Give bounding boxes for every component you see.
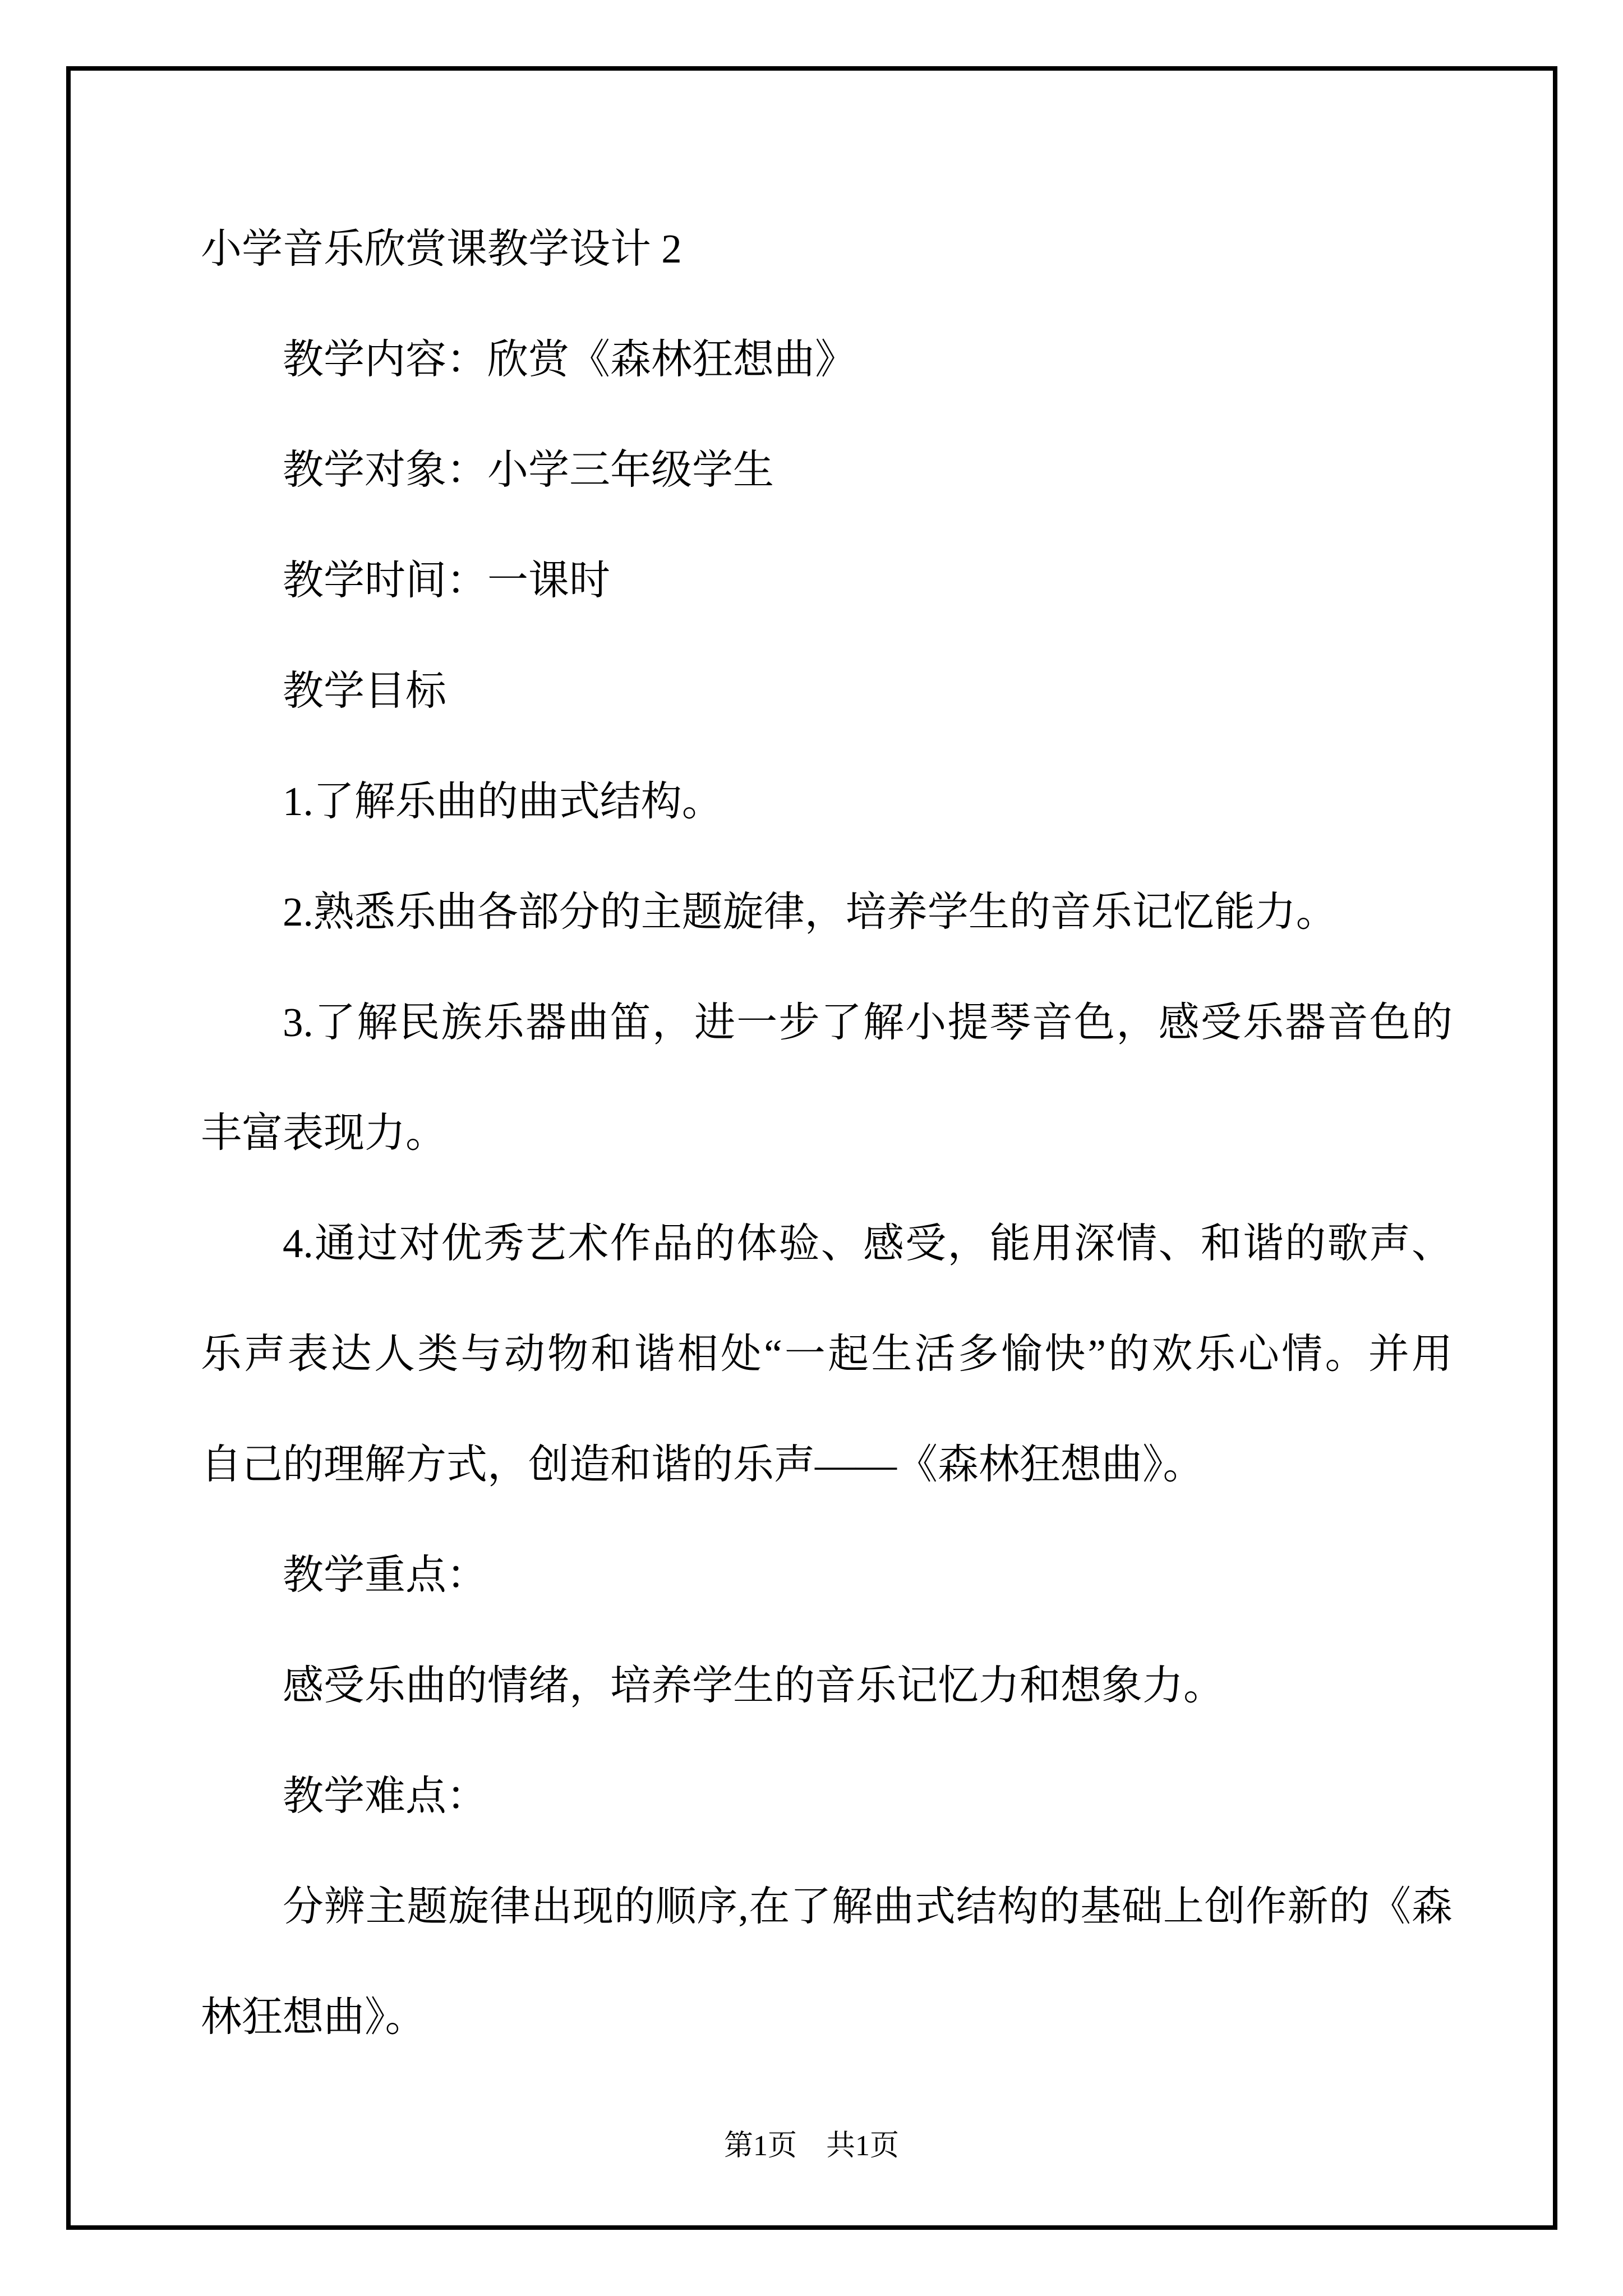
body-line-goal-2: 2.熟悉乐曲各部分的主题旋律，培养学生的音乐记忆能力。 (283, 889, 1337, 935)
body-line-goal-4-continued: 乐声表达人类与动物和谐相处“一起生活多愉快”的欢乐心情。并用 (201, 1331, 1453, 1377)
body-line-goal-4: 4.通过对优秀艺术作品的体验、感受，能用深情、和谐的歌声、 (283, 1221, 1453, 1266)
body-line-goal-3: 3.了解民族乐器曲笛，进一步了解小提琴音色，感受乐器音色的 (283, 1000, 1453, 1045)
document-body (201, 194, 1453, 2072)
body-line-goal-4-continued-2: 自己的理解方式，创造和谐的乐声——《森林狂想曲》。 (201, 1442, 1204, 1487)
document-title: 小学音乐欣赏课教学设计 2 (201, 226, 682, 272)
body-line-difficulties: 分辨主题旋律出现的顺序,在了解曲式结构的基础上创作新的《森 (283, 1884, 1453, 1929)
body-line-difficulties-heading: 教学难点： (283, 1773, 487, 1819)
body-line-difficulties-continued: 林狂想曲》。 (201, 1994, 426, 2040)
page-footer: 第1页 共1页 (723, 2130, 899, 2162)
body-line-teaching-content: 教学内容：欣赏《森林狂想曲》 (283, 337, 856, 382)
body-line-key-points-heading: 教学重点： (283, 1552, 487, 1598)
body-line-teaching-time: 教学时间：一课时 (283, 558, 610, 603)
body-line-key-points: 感受乐曲的情绪，培养学生的音乐记忆力和想象力。 (283, 1663, 1224, 1708)
body-line-teaching-goals-heading: 教学目标 (283, 668, 446, 714)
body-line-goal-3-continued: 丰富表现力。 (201, 1110, 446, 1156)
body-line-goal-1: 1.了解乐曲的曲式结构。 (283, 779, 723, 824)
body-line-teaching-audience: 教学对象：小学三年级学生 (283, 447, 774, 493)
